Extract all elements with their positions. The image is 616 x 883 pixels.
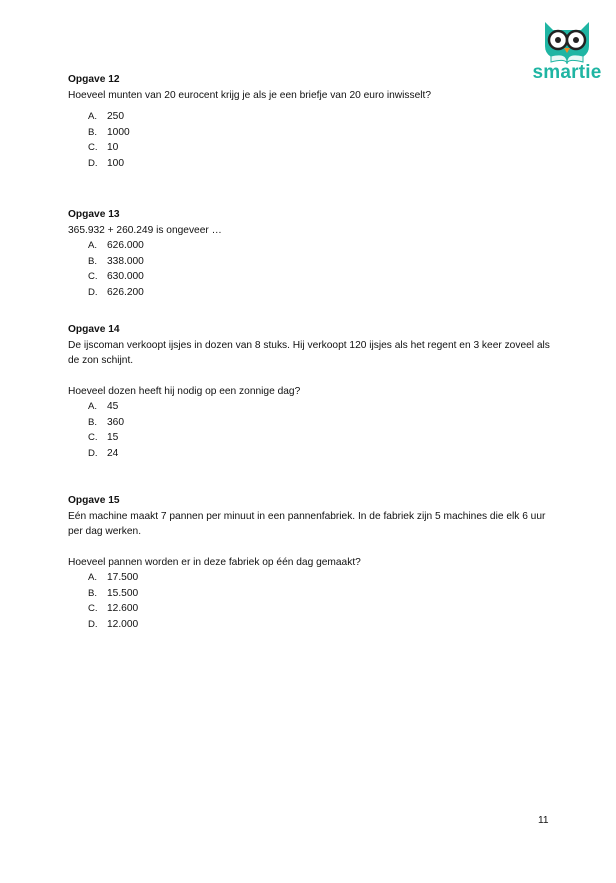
option-value: 45 [107,401,119,412]
question-prompt: Hoeveel dozen heeft hij nodig op een zonnige dag? [68,385,301,397]
option-value: 24 [107,447,119,459]
option-value: 338.000 [107,255,144,267]
option-letter: B. [88,126,98,138]
question-text: Eén machine maakt 7 pannen per minuut in een pannenfabriek. In de fabriek zijn 5 machines die elk 6 uur per dag werken. [68,510,546,537]
option-letter: D. [88,286,98,298]
answer-option-a [88,238,558,254]
option-letter: A. [88,240,98,251]
option-letter: C. [88,142,98,153]
option-value: 100 [107,157,124,169]
answer-options [68,238,558,300]
question-12 [68,72,558,171]
option-value: 15.500 [107,587,139,599]
question-title: Opgave 12 [68,74,120,85]
owl-icon [531,16,603,64]
option-value: 626.200 [107,286,144,298]
question-text: 365.932 + 260.249 is ongeveer … [68,224,222,236]
option-letter: C. [88,432,98,443]
option-letter: A. [88,111,98,122]
question-title: Opgave 13 [68,209,120,220]
option-letter: D. [88,447,98,459]
option-value: 360 [107,416,124,428]
option-letter: C. [88,603,98,614]
option-value: 17.500 [107,572,139,583]
question-text: De ijscoman verkoopt ijsjes in dozen van 8 stuks. Hij verkoopt 120 ijsjes als het regent en 3 keer zoveel als de zon schijnt. [68,339,550,366]
answer-options [68,570,558,632]
option-letter: B. [88,255,98,267]
option-value: 1000 [107,126,130,138]
answer-option-b [88,125,558,141]
option-value: 626.000 [107,240,144,251]
page-number: 11 [538,815,549,826]
answer-option-b [88,254,558,270]
question-text: Hoeveel munten van 20 eurocent krijg je als je een briefje van 20 euro inwisselt? [68,89,431,101]
option-value: 250 [107,111,124,122]
answer-option-c [88,140,558,156]
question-15 [68,493,558,632]
option-value: 10 [107,142,119,153]
answer-options [68,109,558,171]
answer-option-c [88,601,558,617]
answer-option-d [88,285,558,301]
answer-option-b [88,415,558,431]
question-title: Opgave 14 [68,324,120,335]
option-letter: D. [88,618,98,630]
option-value: 15 [107,432,119,443]
question-13 [68,207,558,300]
logo-wordmark: smartie [532,62,602,83]
answer-option-d [88,446,558,462]
option-value: 12.000 [107,618,139,630]
answer-option-c [88,269,558,285]
option-value: 630.000 [107,271,144,282]
option-letter: C. [88,271,98,282]
option-letter: B. [88,587,98,599]
answer-option-a [88,399,558,415]
option-letter: A. [88,572,98,583]
question-prompt: Hoeveel pannen worden er in deze fabriek op één dag gemaakt? [68,556,361,568]
option-letter: D. [88,157,98,169]
answer-option-a [88,570,558,586]
answer-option-d [88,156,558,172]
question-14 [68,322,558,461]
question-title: Opgave 15 [68,495,120,506]
answer-option-c [88,430,558,446]
answer-option-b [88,586,558,602]
option-value: 12.600 [107,603,139,614]
option-letter: B. [88,416,98,428]
answer-option-d [88,617,558,633]
answer-options [68,399,558,461]
answer-option-a [88,109,558,125]
option-letter: A. [88,401,98,412]
